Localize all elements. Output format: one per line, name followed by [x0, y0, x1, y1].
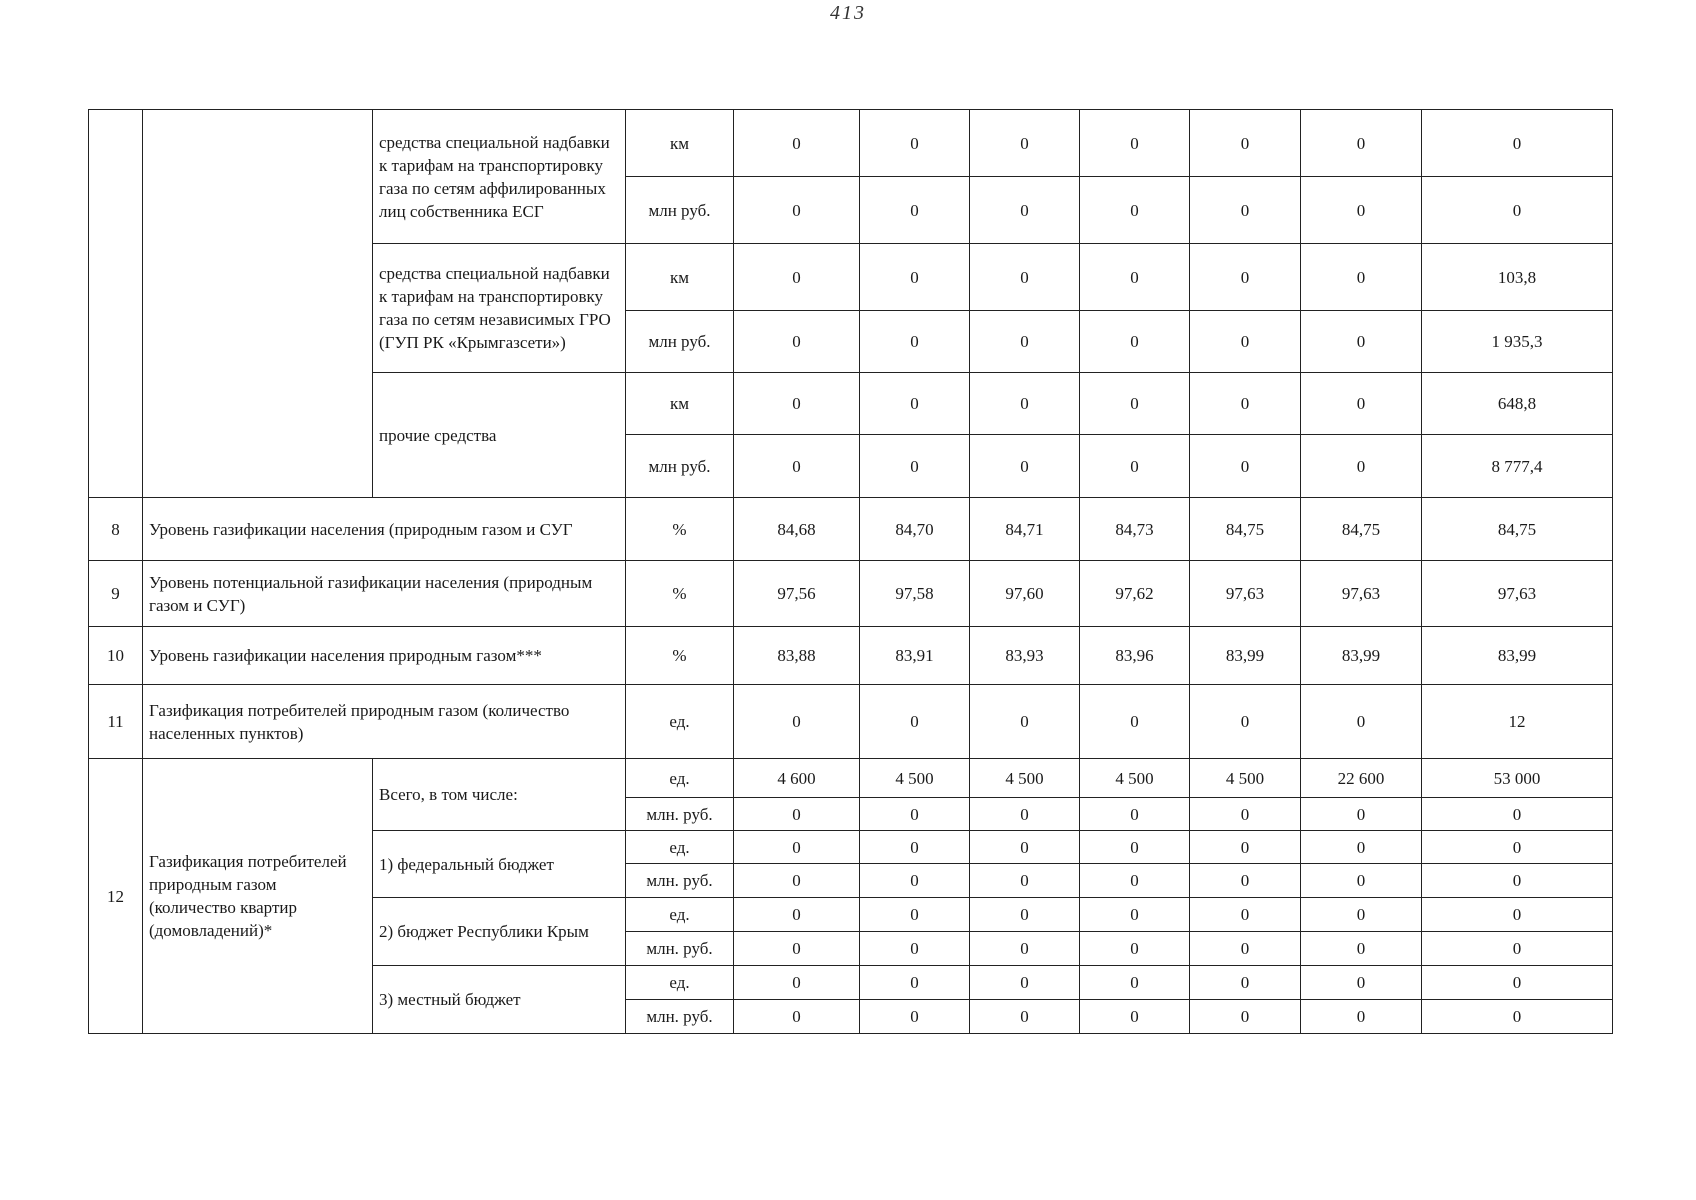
value-cell: 0	[1301, 898, 1422, 932]
value-cell: 84,73	[1080, 498, 1190, 561]
value-cell: 0	[860, 110, 970, 177]
value-cell: 0	[860, 1000, 970, 1034]
value-cell: 0	[1301, 110, 1422, 177]
value-cell: 0	[860, 966, 970, 1000]
unit-cell: млн. руб.	[626, 864, 734, 898]
table-row	[89, 759, 1613, 798]
value-cell: 0	[970, 435, 1080, 498]
value-cell: 84,71	[970, 498, 1080, 561]
value-cell: 83,96	[1080, 627, 1190, 685]
value-cell: 0	[1080, 685, 1190, 759]
value-cell: 0	[1080, 798, 1190, 831]
unit-cell: ед.	[626, 966, 734, 1000]
unit-cell: ед.	[626, 685, 734, 759]
value-cell: 0	[970, 110, 1080, 177]
value-cell: 1 935,3	[1422, 311, 1613, 373]
value-cell: 0	[1080, 110, 1190, 177]
indicator-label: Газификация потребителей природным газом (количество квартир (домовладений)*	[143, 759, 373, 1034]
value-cell: 0	[860, 864, 970, 898]
unit-cell: %	[626, 627, 734, 685]
value-cell: 0	[970, 311, 1080, 373]
value-cell: 97,63	[1301, 561, 1422, 627]
value-cell: 0	[1190, 110, 1301, 177]
unit-cell: млн. руб.	[626, 1000, 734, 1034]
unit-cell: %	[626, 498, 734, 561]
value-cell: 84,75	[1422, 498, 1613, 561]
source-label: средства специальной надбавки к тарифам на транспортировку газа по сетям независимых ГРО (ГУП РК «Крымгазсети»)	[373, 244, 626, 373]
unit-cell: млн. руб.	[626, 798, 734, 831]
page-number: 413	[830, 2, 866, 24]
value-cell: 0	[860, 798, 970, 831]
value-cell: 0	[734, 831, 860, 864]
value-cell: 0	[1422, 177, 1613, 244]
value-cell: 0	[734, 435, 860, 498]
value-cell: 0	[970, 932, 1080, 966]
value-cell: 0	[1301, 864, 1422, 898]
value-cell: 0	[734, 311, 860, 373]
value-cell: 0	[1301, 685, 1422, 759]
row-number-cell	[89, 110, 143, 498]
unit-cell: ед.	[626, 759, 734, 798]
table-row	[89, 685, 1613, 759]
value-cell: 0	[1422, 864, 1613, 898]
value-cell: 97,56	[734, 561, 860, 627]
value-cell: 0	[734, 898, 860, 932]
source-label: прочие средства	[373, 373, 626, 498]
value-cell: 0	[1190, 864, 1301, 898]
value-cell: 0	[970, 685, 1080, 759]
indicator-label: Уровень потенциальной газификации населения (природным газом и СУГ)	[143, 561, 626, 627]
value-cell: 8 777,4	[1422, 435, 1613, 498]
value-cell: 0	[1190, 966, 1301, 1000]
value-cell: 83,99	[1301, 627, 1422, 685]
value-cell: 4 500	[860, 759, 970, 798]
unit-cell: ед.	[626, 831, 734, 864]
unit-cell: км	[626, 244, 734, 311]
value-cell: 0	[1190, 932, 1301, 966]
value-cell: 0	[1301, 1000, 1422, 1034]
value-cell: 0	[1080, 898, 1190, 932]
value-cell: 0	[1190, 685, 1301, 759]
unit-cell: км	[626, 373, 734, 435]
value-cell: 84,75	[1190, 498, 1301, 561]
value-cell: 83,91	[860, 627, 970, 685]
value-cell: 0	[734, 177, 860, 244]
value-cell: 0	[970, 177, 1080, 244]
value-cell: 0	[1422, 831, 1613, 864]
value-cell: 12	[1422, 685, 1613, 759]
indicator-name-cell	[143, 110, 373, 498]
value-cell: 0	[860, 932, 970, 966]
value-cell: 0	[970, 798, 1080, 831]
value-cell: 0	[1190, 311, 1301, 373]
value-cell: 83,88	[734, 627, 860, 685]
unit-cell: ед.	[626, 898, 734, 932]
value-cell: 83,99	[1422, 627, 1613, 685]
indicators-table	[88, 109, 1613, 1034]
value-cell: 4 600	[734, 759, 860, 798]
value-cell: 0	[734, 110, 860, 177]
row-number: 11	[89, 685, 143, 759]
value-cell: 0	[1301, 798, 1422, 831]
value-cell: 0	[970, 864, 1080, 898]
source-label: Всего, в том числе:	[373, 759, 626, 831]
value-cell: 0	[970, 898, 1080, 932]
value-cell: 4 500	[1080, 759, 1190, 798]
row-number: 10	[89, 627, 143, 685]
value-cell: 0	[1301, 177, 1422, 244]
value-cell: 0	[860, 373, 970, 435]
value-cell: 0	[1422, 110, 1613, 177]
value-cell: 0	[1080, 864, 1190, 898]
value-cell: 0	[734, 1000, 860, 1034]
source-label: 3) местный бюджет	[373, 966, 626, 1034]
table-row	[89, 110, 1613, 177]
unit-cell: млн. руб.	[626, 932, 734, 966]
value-cell: 97,63	[1190, 561, 1301, 627]
value-cell: 0	[734, 966, 860, 1000]
value-cell: 0	[970, 966, 1080, 1000]
value-cell: 0	[1301, 966, 1422, 1000]
value-cell: 0	[734, 932, 860, 966]
row-number: 12	[89, 759, 143, 1034]
value-cell: 53 000	[1422, 759, 1613, 798]
value-cell: 0	[970, 373, 1080, 435]
unit-cell: млн руб.	[626, 311, 734, 373]
value-cell: 0	[860, 898, 970, 932]
source-label: 2) бюджет Республики Крым	[373, 898, 626, 966]
value-cell: 103,8	[1422, 244, 1613, 311]
value-cell: 0	[1301, 373, 1422, 435]
value-cell: 0	[1190, 798, 1301, 831]
indicator-label: Уровень газификации населения природным газом***	[143, 627, 626, 685]
value-cell: 0	[1080, 373, 1190, 435]
value-cell: 0	[1301, 311, 1422, 373]
value-cell: 0	[734, 798, 860, 831]
table-row	[89, 561, 1613, 627]
value-cell: 0	[1080, 435, 1190, 498]
value-cell: 0	[1301, 435, 1422, 498]
table-row	[89, 498, 1613, 561]
value-cell: 0	[1080, 311, 1190, 373]
value-cell: 0	[734, 373, 860, 435]
value-cell: 4 500	[970, 759, 1080, 798]
value-cell: 0	[970, 831, 1080, 864]
unit-cell: км	[626, 110, 734, 177]
value-cell: 0	[860, 685, 970, 759]
value-cell: 84,75	[1301, 498, 1422, 561]
value-cell: 97,60	[970, 561, 1080, 627]
value-cell: 83,99	[1190, 627, 1301, 685]
value-cell: 97,63	[1422, 561, 1613, 627]
value-cell: 0	[860, 435, 970, 498]
unit-cell: %	[626, 561, 734, 627]
value-cell: 0	[860, 311, 970, 373]
value-cell: 0	[1190, 435, 1301, 498]
value-cell: 0	[1422, 966, 1613, 1000]
value-cell: 0	[1080, 831, 1190, 864]
value-cell: 0	[1190, 244, 1301, 311]
indicator-label: Уровень газификации населения (природным газом и СУГ	[143, 498, 626, 561]
table-row	[89, 627, 1613, 685]
value-cell: 0	[734, 685, 860, 759]
value-cell: 0	[734, 244, 860, 311]
value-cell: 0	[1301, 244, 1422, 311]
unit-cell: млн руб.	[626, 435, 734, 498]
source-label: 1) федеральный бюджет	[373, 831, 626, 898]
value-cell: 0	[1190, 373, 1301, 435]
value-cell: 0	[860, 177, 970, 244]
value-cell: 0	[1190, 1000, 1301, 1034]
source-label: средства специальной надбавки к тарифам на транспортировку газа по сетям аффилированных лиц собственника ЕСГ	[373, 110, 626, 244]
value-cell: 0	[1301, 831, 1422, 864]
value-cell: 0	[1422, 1000, 1613, 1034]
indicator-label: Газификация потребителей природным газом (количество населенных пунктов)	[143, 685, 626, 759]
value-cell: 0	[860, 244, 970, 311]
value-cell: 0	[1080, 177, 1190, 244]
value-cell: 0	[1080, 244, 1190, 311]
value-cell: 0	[1190, 177, 1301, 244]
value-cell: 0	[1422, 932, 1613, 966]
value-cell: 0	[1422, 798, 1613, 831]
value-cell: 22 600	[1301, 759, 1422, 798]
value-cell: 0	[1080, 1000, 1190, 1034]
value-cell: 0	[734, 864, 860, 898]
value-cell: 648,8	[1422, 373, 1613, 435]
value-cell: 0	[970, 244, 1080, 311]
value-cell: 0	[1080, 932, 1190, 966]
unit-cell: млн руб.	[626, 177, 734, 244]
value-cell: 97,58	[860, 561, 970, 627]
value-cell: 0	[1190, 898, 1301, 932]
value-cell: 0	[860, 831, 970, 864]
value-cell: 84,70	[860, 498, 970, 561]
row-number: 9	[89, 561, 143, 627]
row-number: 8	[89, 498, 143, 561]
value-cell: 0	[970, 1000, 1080, 1034]
value-cell: 0	[1080, 966, 1190, 1000]
value-cell: 0	[1301, 932, 1422, 966]
value-cell: 4 500	[1190, 759, 1301, 798]
value-cell: 97,62	[1080, 561, 1190, 627]
value-cell: 0	[1422, 898, 1613, 932]
value-cell: 84,68	[734, 498, 860, 561]
value-cell: 0	[1190, 831, 1301, 864]
value-cell: 83,93	[970, 627, 1080, 685]
